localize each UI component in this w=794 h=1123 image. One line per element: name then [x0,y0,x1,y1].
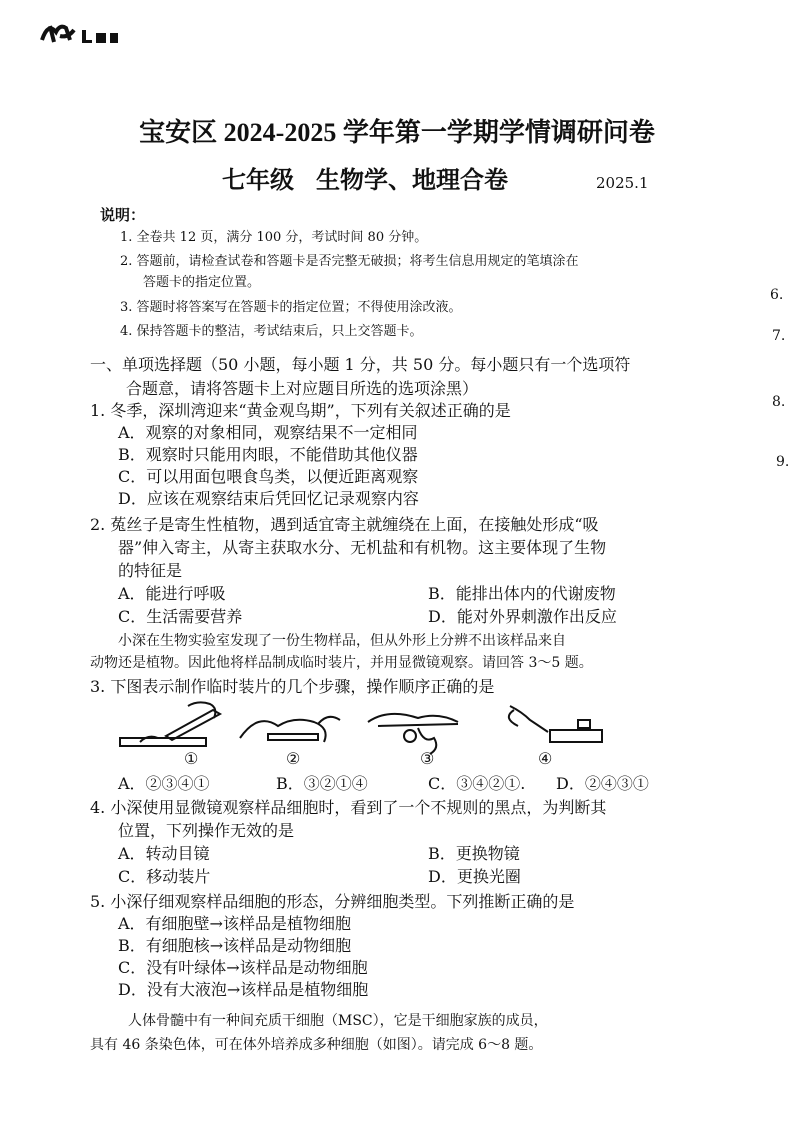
option-d: D．应该在观察结束后凭回忆记录观察内容 [118,489,419,508]
subject-label: 生物学、地理合卷 [316,165,508,194]
margin-number: 9. [776,454,790,470]
option-b: B．③②①④ [276,774,368,793]
step-1-drawing [120,702,220,746]
option-d: D．②④③① [556,774,649,793]
option-d: D．没有大液泡→该样品是植物细胞 [118,980,369,999]
step-2-drawing [240,717,340,742]
option-b: B．能排出体内的代谢废物 [428,584,616,603]
question-1 [90,399,670,510]
passage-1-line: 小深在生物实验室发现了一份生物样品，但从外形上分辨不出该样品来自 [118,633,566,649]
option-a: A．②③④① [118,774,210,793]
section-heading-line: 一、单项选择题（50 小题，每小题 1 分，共 50 分。每小题只有一个选项符 [90,355,631,374]
instruction-item: 4. 保持答题卡的整洁，考试结束后，只上交答题卡。 [120,324,423,339]
section-heading-line: 合题意，请将答题卡上对应题目所选的选项涂黑） [126,379,479,398]
passage-2-line: 人体骨髓中有一种间充质干细胞（MSC），它是干细胞家族的成员， [128,1013,548,1029]
step-label-2: ② [286,749,301,768]
question-3: 3. 下图表示制作临时装片的几个步骤，操作顺序正确的是 [90,677,495,696]
question-stem: 2. 菟丝子是寄生性植物，遇到适宜寄主就缠绕在上面，在接触处形成“吸 [90,515,599,534]
option-c: C．没有叶绿体→该样品是动物细胞 [118,958,368,977]
option-c: C．可以用面包喂食鸟类，以便近距离观察 [118,467,419,486]
option-a: A．有细胞壁→该样品是植物细胞 [118,914,351,933]
grade-label: 七年级 [222,165,294,194]
option-b: B．观察时只能用肉眼，不能借助其他仪器 [118,445,418,464]
option-d: D．能对外界刺激作出反应 [428,607,617,626]
section-heading [90,353,670,401]
margin-number: 8. [772,394,786,410]
step-label-3: ③ [420,749,435,768]
passage-1-line: 动物还是植物。因此他将样品制成临时装片，并用显微镜观察。请回答 3～5 题。 [90,655,593,671]
option-a: A．转动目镜 [118,844,210,863]
question-4 [90,796,670,842]
question-2 [90,513,670,582]
exam-title: 宝安区 2024-2025 学年第一学期学情调研问卷 [139,118,655,147]
exam-subtitle [222,160,508,195]
step-label-1: ① [184,749,199,768]
step-label-4: ④ [538,749,553,768]
step-3-drawing [368,714,458,754]
instruction-item: 答题卡的指定位置。 [143,275,261,290]
question-stem: 的特征是 [118,561,183,580]
school-logo [40,18,170,48]
step-4-drawing [509,706,602,742]
margin-number: 6. [770,287,784,303]
question-stem: 器”伸入寄主，从寄主获取水分、无机盐和有机物。这主要体现了生物 [118,538,607,557]
question-stem: 位置，下列操作无效的是 [118,821,295,840]
question-5 [90,890,670,1001]
option-b: B．更换物镜 [428,844,520,863]
instruction-item: 1. 全卷共 12 页，满分 100 分，考试时间 80 分钟。 [120,230,428,245]
option-c: C．移动装片 [118,867,211,886]
option-c: C．生活需要营养 [118,607,243,626]
instructions-heading: 说明： [100,206,146,224]
instruction-item: 2. 答题前，请检查试卷和答题卡是否完整无破损；将考生信息用规定的笔填涂在 [120,254,579,269]
option-a: A．观察的对象相同，观察结果不一定相同 [118,423,418,442]
question-stem: 1. 冬季，深圳湾迎来“黄金观鸟期”，下列有关叙述正确的是 [90,401,511,420]
margin-number: 7. [772,328,786,344]
option-a: A．能进行呼吸 [118,584,226,603]
instruction-item: 3. 答题时将答案写在答题卡的指定位置；不得使用涂改液。 [120,300,462,315]
exam-date: 2025.1 [596,174,649,192]
option-c: C．③④②①. [428,774,526,793]
option-b: B．有细胞核→该样品是动物细胞 [118,936,352,955]
question-stem: 5. 小深仔细观察样品细胞的形态，分辨细胞类型。下列推断正确的是 [90,892,575,911]
question-stem: 4. 小深使用显微镜观察样品细胞时，看到了一个不规则的黑点，为判断其 [90,798,607,817]
option-d: D．更换光圈 [428,867,521,886]
passage-2-line: 具有 46 条染色体，可在体外培养成多种细胞（如图）。请完成 6～8 题。 [90,1037,543,1053]
